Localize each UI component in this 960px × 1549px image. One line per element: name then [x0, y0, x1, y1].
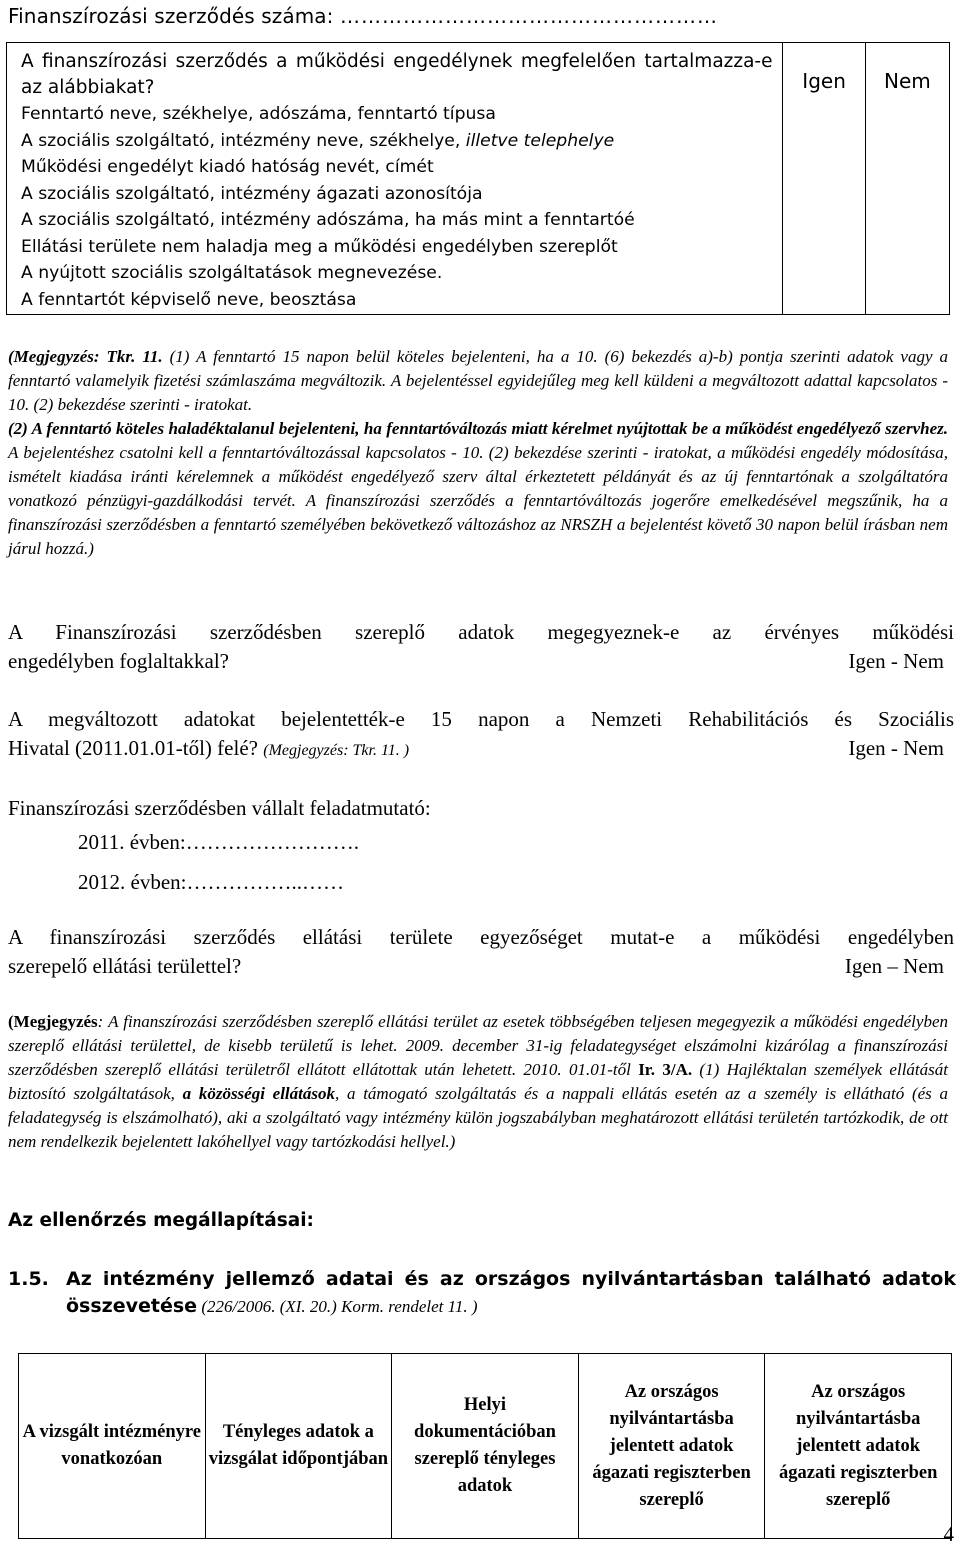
legal-note-1 [8, 345, 948, 561]
answer-yes-no: Igen - Nem [848, 736, 944, 760]
section-1-5-heading [8, 1266, 956, 1320]
question-service-area-line2 [8, 952, 954, 981]
checklist-item: Működési engedélyt kiadó hatóság nevét, címét [21, 157, 434, 177]
section-title: Az intézmény jellemző adatai és az országos nyilvántartásban található adatok [66, 1268, 956, 1290]
question-line: A megváltozott adatokat bejelentették-e 15 napon a Nemzeti Rehabilitációs és Szociális [8, 707, 954, 731]
section-reference: (226/2006. (XI. 20.) Korm. rendelet 11. ) [197, 1297, 478, 1316]
question-line: Hivatal (2011.01.01-től) felé? [8, 736, 258, 760]
task-indicator-2011: 2011. évben:……………………. [78, 830, 359, 854]
checklist-item-text: A szociális szolgáltató, intézmény neve, székhelye, [21, 130, 461, 151]
comparison-header-cell: Helyi dokumentációban szereplő tényleges adatok [392, 1354, 579, 1539]
note-text-bold: A fenntartó köteles haladéktalanul bejelenteni, ha fenntartóváltozás miatt kérelmet nyújtottak be a működést engedélyező szervhez. [27, 419, 948, 438]
comparison-header-cell: Az országos nyilvántartásba jelentett adatok ágazati regiszterben szereplő [578, 1354, 765, 1539]
legal-note-2 [8, 1010, 948, 1154]
question-line: engedélyben foglaltakkal? [8, 649, 229, 673]
section-heading-line1 [8, 1266, 956, 1293]
checklist-item: A szociális szolgáltató, intézmény ágazati azonosítója [21, 183, 483, 204]
question-data-match-line2 [8, 647, 954, 676]
note-lead: (Megjegyzés [8, 1012, 98, 1031]
yes-column-header: Igen [783, 43, 865, 315]
question-line: A Finanszírozási szerződésben szereplő adatok megegyeznek-e az érvényes működési [8, 620, 954, 644]
contract-number-label: Finanszírozási szerződés száma: [8, 4, 334, 28]
question-change-report [8, 705, 954, 734]
comparison-header-cell: Az országos nyilvántartásba jelentett adatok ágazati regiszterben szereplő [765, 1354, 952, 1539]
question-line: A finanszírozási szerződés ellátási területe egyezőséget mutat-e a működési engedélyben [8, 925, 954, 949]
question-service-area [8, 923, 954, 952]
page-number: 4 [943, 1522, 954, 1546]
checklist-items-cell [7, 43, 783, 315]
section-title-end: összevetése [66, 1295, 198, 1317]
no-column-header: Nem [865, 43, 949, 315]
comparison-table [18, 1353, 952, 1539]
note-text-bold: a közösségi ellátások [182, 1084, 335, 1103]
contract-number-dots: ……………………………………………… [339, 4, 718, 28]
note-text: , a támogató szolgáltatás és a nappali ellátás esetén az a személy is ellátható (és a feladategység is elszámolható), aki a szolgáltató vagy intézmény külön jogszabályban meghatározott ellátási területén tartózkodik, de ott nem rendelkezik bejelentett lakóhellyel vagy tartózkodási hellyel.) [8, 1084, 948, 1151]
section-number: 1.5. [8, 1268, 49, 1290]
note-reference: Ir. 3/A. [638, 1060, 693, 1079]
comparison-header-cell: A vizsgált intézményre vonatkozóan [19, 1354, 206, 1539]
checklist-item: A szociális szolgáltató, intézmény adószáma, ha más mint a fenntartóé [21, 210, 635, 230]
answer-yes-no: Igen – Nem [844, 954, 944, 978]
comparison-header-cell: Tényleges adatok a vizsgálat időpontjában [205, 1354, 392, 1539]
note-text: (1) A fenntartó 15 napon belül köteles bejelenteni, ha a 10. (6) bekezdés a)-b) pontja szerinti adatok vagy a fenntartó valamelyik fizetési számlaszáma megváltozik. A bejelentéssel egyidejűleg meg kell küldeni a megváltozott adattal kapcsolatos - 10. (2) bekezdése szerinti - iratokat. [8, 347, 948, 414]
checklist-item-italic: illetve telephelye [465, 130, 615, 151]
checklist-item: Ellátási területe nem haladja meg a működési engedélyben szereplőt [21, 236, 618, 257]
question-note: (Megjegyzés: Tkr. 11. ) [263, 742, 410, 759]
contract-number-line [8, 4, 948, 28]
question-line: szerepelő ellátási területtel? [8, 954, 242, 978]
checklist-item [21, 128, 772, 155]
note-lead: (2) [8, 419, 28, 438]
answer-yes-no: Igen - Nem [848, 649, 944, 673]
note-text: A bejelentéshez csatolni kell a fenntartóváltozással kapcsolatos - 10. (2) bekezdése szerinti - iratokat, a működési engedély módosítása, ismételt kiadása iránti kérelemnek a működést engedélyező szerv által érkeztetett példányát és az új fenntartónak a szolgáltatóra vonatkozó pénzügyi-gazdálkodási tervét. A finanszírozási szerződés a fenntartóváltozás jogerőre emelkedésével megszűnik, ha a finanszírozási szerződésben a fenntartó személyében bekövetkező változáshoz az NRSZH a bejelentést követő 30 napon belül írásban nem járul hozzá.) [8, 443, 948, 558]
task-indicator-label: Finanszírozási szerződésben vállalt feladatmutató: [8, 796, 431, 820]
task-indicator-2012: 2012. évben:……………..…… [78, 870, 344, 894]
note-text: (1) Hajléktalan személyek ellátását biztosító szolgáltatások, [8, 1060, 948, 1103]
note-text: : A finanszírozási szerződésben szereplő ellátási terület az esetek többségében teljesen megegyezik a működési engedélyben szereplő ellátási területtel, de kisebb területű is lehet. 2009. december 31-ig feladategységet elszámolni kizárólag a finanszírozási szerződésben szereplő ellátási területről ellátott ellátottak után lehetett. 2010. 01.01-től [8, 1012, 948, 1079]
section-heading-line2 [8, 1293, 956, 1320]
checklist-item: Fenntartó neve, székhelye, adószáma, fenntartó típusa [21, 104, 496, 124]
checklist-question: A finanszírozási szerződés a működési engedélynek megfelelően tartalmazza-e az alábbiakat? [21, 51, 773, 98]
question-change-report-line2 [8, 734, 954, 765]
checklist-table [6, 42, 950, 315]
note-lead: (Megjegyzés: Tkr. 11. [8, 347, 163, 366]
checklist-item: A nyújtott szociális szolgáltatások megnevezése. [21, 263, 443, 283]
findings-heading: Az ellenőrzés megállapításai: [8, 1210, 314, 1231]
question-data-match [8, 618, 954, 647]
checklist-item: A fenntartót képviselő neve, beosztása [21, 289, 357, 310]
